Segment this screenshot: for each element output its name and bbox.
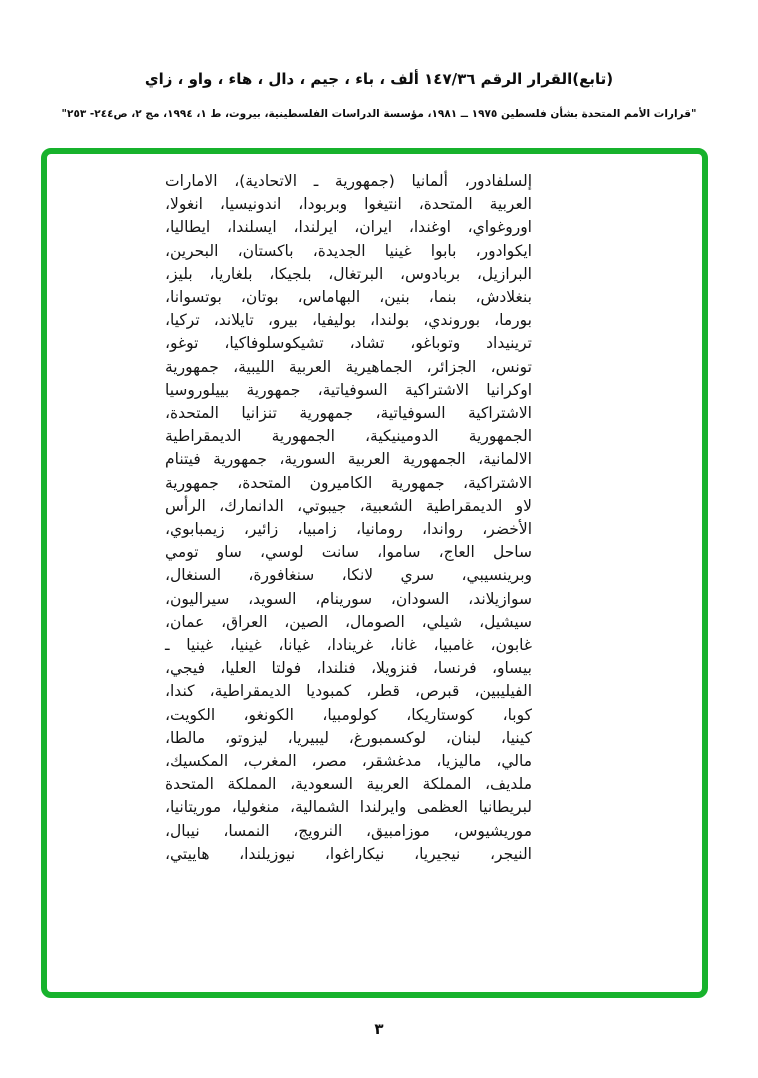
country-list-line: وبرينسيبي، سري لانكا، سنغافورة، السنغال، <box>165 566 532 585</box>
country-list-line: الاشتراكية السوفياتية، جمهورية تنزانيا المتحدة، <box>165 404 532 423</box>
country-list-line: غابون، غامبيا، غانا، غرينادا، غيانا، غينيا، غينيا ـ <box>165 636 532 655</box>
country-list-line: الالمانية، الجمهورية العربية السورية، جمهورية فيتنام <box>165 450 532 469</box>
country-list-line: الجمهورية الدومينيكية، الجمهورية الديمقراطية <box>165 427 532 446</box>
country-list-line: بنغلادش، بنما، بنين، البهاماس، بوتان، بوتسوانا، <box>165 288 532 307</box>
country-list-line: ساحل العاج، ساموا، سانت لوسي، ساو تومي <box>165 543 532 562</box>
country-list-line: اوكرانيا الاشتراكية السوفياتية، جمهورية بييلوروسيا <box>165 380 532 399</box>
country-list-line: العربية المتحدة، انتيغوا وبربودا، اندونيسيا، انغولا، <box>165 195 532 214</box>
country-list-line: النيجر، نيجيريا، نيكاراغوا، نيوزيلندا، هاييتي، <box>165 844 532 863</box>
country-list-line: سوازيلاند، السودان، سورينام، السويد، سيراليون، <box>165 589 532 608</box>
country-list-line: لبريطانيا العظمى وايرلندا الشمالية، منغوليا، موريتانيا، <box>165 798 532 817</box>
country-list-line: إلسلفادور، ألمانيا (جمهورية ـ الاتحادية)، الامارات <box>165 172 532 190</box>
country-list-line: لاو الديمقراطية الشعبية، جيبوتي، الدانمارك، الرأس <box>165 496 532 515</box>
country-list-line: بورما، بوروندي، بولندا، بوليفيا، بيرو، تايلاند، تركيا، <box>165 311 532 330</box>
country-list-line: ملديف، المملكة العربية السعودية، المملكة المتحدة <box>165 775 532 794</box>
country-list-line: الأخضر، رواندا، رومانيا، زامبيا، زائير، زيمبابوي، <box>165 520 532 539</box>
country-list <box>165 170 532 866</box>
country-list-line: كوبا، كوستاريكا، كولومبيا، الكونغو، الكويت، <box>165 705 532 724</box>
resolution-title: (تابع)القرار الرقم ١٤٧/٣٦ ألف ، باء ، جيم ، دال ، هاء ، واو ، زاي <box>144 70 614 88</box>
country-list-line: موريشيوس، موزامبيق، النرويج، النمسا، نيبال، <box>165 821 532 840</box>
source-citation: "قرارات الأمم المتحدة بشأن فلسطين ١٩٧٥ ــ ١٩٨١، مؤسسة الدراسات الفلسطينية، بيروت، ط ١، ١٩٩٤، مج ٢، ص٢٤٤- ٢٥٣" <box>61 108 697 120</box>
country-list-line: ترينيداد وتوباغو، تشاد، تشيكوسلوفاكيا، توغو، <box>165 334 532 353</box>
country-list-line: بيساو، فرنسا، فنزويلا، فنلندا، فولتا العليا، فيجي، <box>165 659 532 678</box>
country-list-line: الاشتراكية، جمهورية الكاميرون المتحدة، جمهورية <box>165 473 532 492</box>
country-list-line: سيشيل، شيلي، الصومال، الصين، العراق، عمان، <box>165 612 532 631</box>
page-number: ٣ <box>374 1020 384 1038</box>
country-list-line: اوروغواي، اوغندا، ايران، ايرلندا، ايسلندا، ايطاليا، <box>165 218 532 237</box>
country-list-line: ايكوادور، بابوا غينيا الجديدة، باكستان، البحرين، <box>165 241 532 260</box>
country-list-line: البرازيل، بربادوس، البرتغال، بلجيكا، بلغاريا، بليز، <box>165 264 532 283</box>
country-list-line: الفيليبين، قبرص، قطر، كمبوديا الديمقراطية، كندا، <box>165 682 532 701</box>
country-list-line: مالي، ماليزيا، مدغشقر، مصر، المغرب، المكسيك، <box>165 752 532 771</box>
country-list-line: كينيا، لبنان، لوكسمبورغ، ليبيريا، ليزوتو، مالطا، <box>165 728 532 747</box>
country-list-line: تونس، الجزائر، الجماهيرية العربية الليبية، جمهورية <box>165 357 532 376</box>
